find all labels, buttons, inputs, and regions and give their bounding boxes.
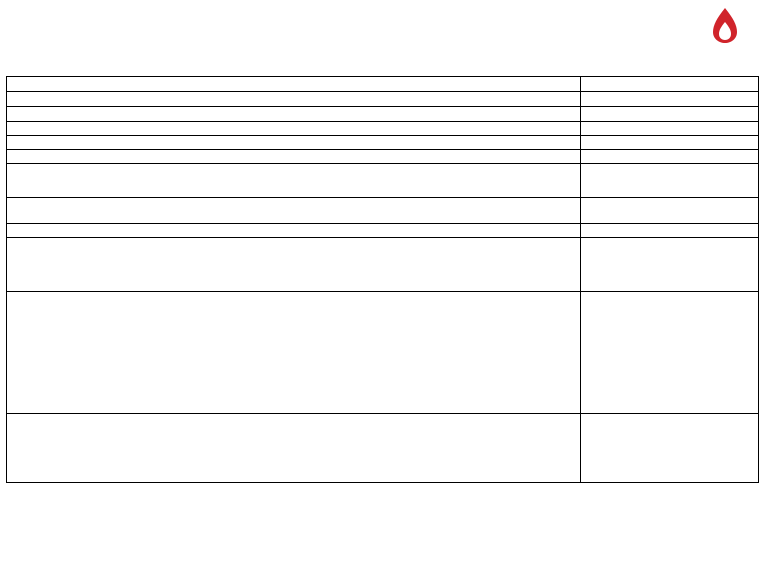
row-label — [580, 414, 758, 482]
table-row — [7, 414, 758, 482]
table-row — [7, 238, 758, 292]
table-row — [7, 122, 758, 136]
row-label — [580, 198, 758, 223]
table-row — [7, 292, 758, 414]
row-label — [580, 292, 758, 413]
row-label — [580, 122, 758, 135]
row-label — [580, 77, 758, 91]
row-value — [7, 107, 580, 121]
row-label — [580, 150, 758, 163]
table-row — [7, 136, 758, 150]
row-label — [580, 238, 758, 291]
row-label — [580, 107, 758, 121]
table-row — [7, 150, 758, 164]
table-row — [7, 198, 758, 224]
table-row — [7, 77, 758, 92]
row-value — [7, 92, 580, 106]
notice-title — [26, 8, 669, 36]
row-value — [7, 122, 580, 135]
company-logo — [695, 6, 755, 72]
table-row — [7, 92, 758, 107]
row-value — [7, 292, 580, 413]
row-value — [7, 414, 580, 482]
row-value — [7, 224, 580, 237]
row-value — [7, 198, 580, 223]
flame-logo-icon — [708, 6, 742, 44]
row-value — [7, 136, 580, 149]
row-label — [580, 136, 758, 149]
row-label — [580, 224, 758, 237]
table-row — [7, 164, 758, 198]
row-value — [7, 164, 580, 197]
row-value — [7, 150, 580, 163]
row-value — [7, 77, 580, 91]
row-value — [7, 238, 580, 291]
row-label — [580, 92, 758, 106]
row-label — [580, 164, 758, 197]
tender-details-table — [6, 76, 759, 483]
notice-header — [6, 4, 759, 76]
table-row — [7, 224, 758, 238]
table-row — [7, 107, 758, 122]
